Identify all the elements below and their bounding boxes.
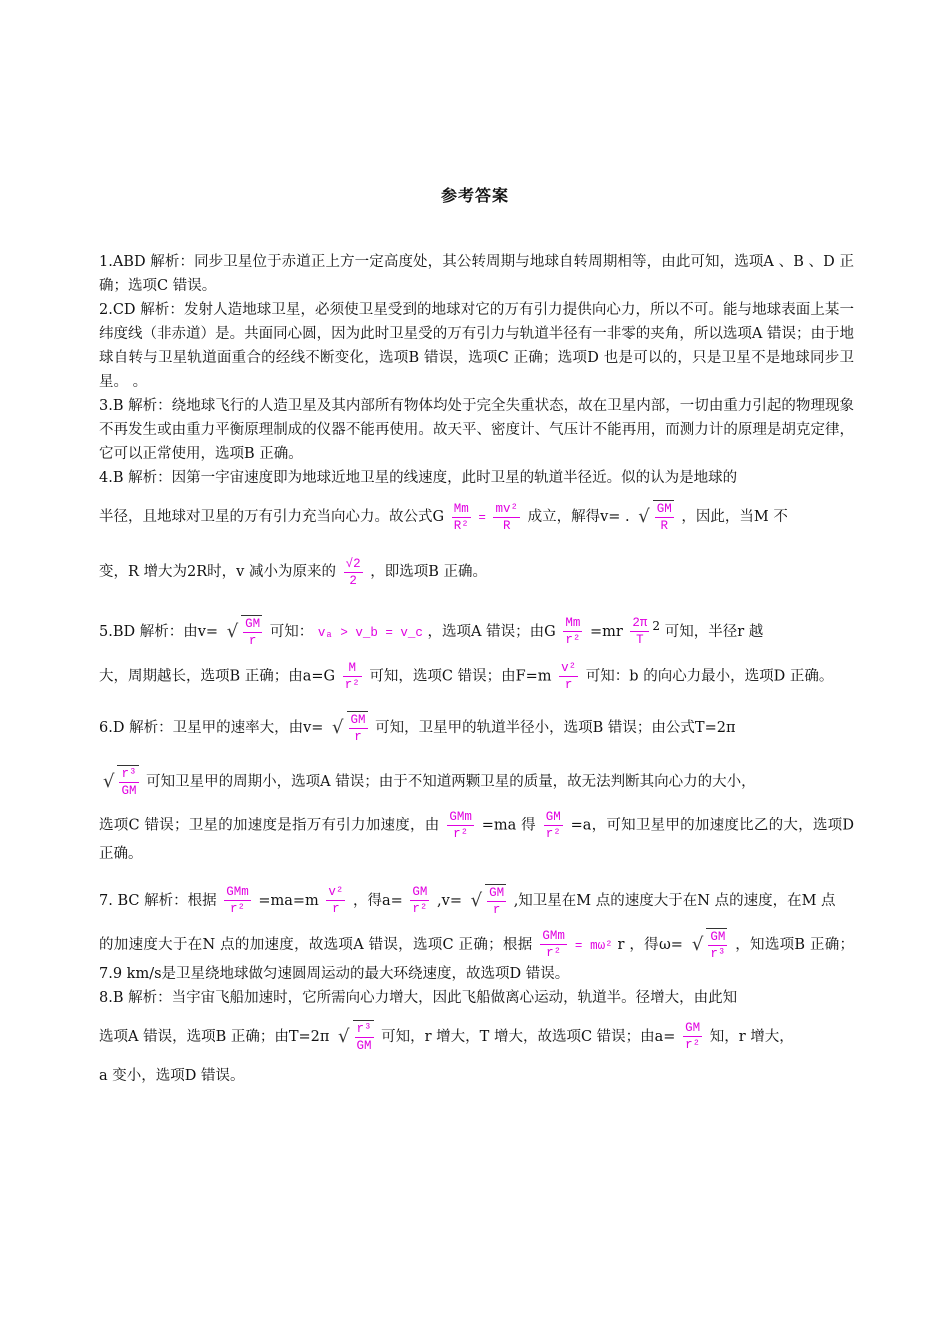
answer-5-line1: 5.BD 解析：由v= √ $\frac{GM}{r}$ 可知： vₐ > v_b = v_c ，选项A 错误；由G $\frac{Mm}{\text{r²}}$ =mr $\frac{2\pi}{T}$ $^2$ 可知，半径r 越 [99,599,854,660]
sqrt-gm-over-r: √ $\frac{GM}{r}$ [226,616,261,648]
formula-mm-over-r2: $\frac{Mm}{\text{R²}}$ [453,501,469,533]
answer-2: 2.CD 解析：发射人造地球卫星，必须使卫星受到的地球对它的万有引力提供向心力，所以不可。能与地球表面上某一纬度线（非赤道）是。共面同心圆，因为此时卫星受的万有引力与轨道半径有一非零的夹角，所以选项A 错误；由于地球自转与卫星轨道面重合的经线不断变化，选项B 错误，选项C 正确；选项D 也是可以的，只是卫星不是地球同步卫星。 。 [99,302,854,390]
formula-v2-over-r: $\frac{\text{v²}}{r}$ [561,660,577,692]
answer-4-line2: 半径，且地球对卫星的万有引力充当向心力。故公式G $\frac{Mm}{\text{R²}}$ = $\frac{\text{mv²}}{R}$ 成立，解得v= . √ $\frac{GM}{R}$ ，因此，当M 不 [99,490,854,545]
answer-6-line2: √ $\frac{\text{r³}}{GM}$ 可知卫星甲的周期小，选项A 错误；由于不知道两颗卫星的质量，故无法判断其向心力的大小， [99,755,854,809]
formula-gmm-over-r2: $\frac{\text{GMm}}{\text{r²}}$ [542,929,565,961]
answer-7-line2: 的加速度大于在N 点的加速度，故选项A 错误，选项C 正确；根据 $\frac{\text{GMm}}{\text{r²}}$ = mω² r ，得ω= √ $\frac{GM}{\text{r³}}$ ，知选项B 正确；7.9 km/s是卫星绕地球做匀速圆周运动的最大环绕速度，故选项D 错误。 [99,929,855,982]
answer-6-line1: 6.D 解析：卫星甲的速率大，由v= √ $\frac{GM}{r}$ 可知，卫星甲的轨道半径小，选项B 错误；由公式T=2π [99,701,854,755]
formula-sqrt2-over-2: $\frac{√2}{2}$ [345,556,361,588]
sqrt-r3-over-gm: √ $\frac{\text{r³}}{GM}$ [338,1021,372,1053]
answers-body [99,250,854,1088]
formula-gm-over-r2: $\frac{GM}{\text{r²}}$ [685,1021,701,1053]
formula-v2-over-r: $\frac{\text{v²}}{r}$ [328,885,344,917]
page-title: 参考答案 [440,186,509,205]
sqrt-gm-over-r: √ $\frac{GM}{R}$ [638,502,672,533]
answer-3: 3.B 解析：绕地球飞行的人造卫星及其内部所有物体均处于完全失重状态，故在卫星内部，一切由重力引起的物理现象不再发生或由重力平衡原理制成的仪器不能再使用。故天平、密度计、气压计不能再用，而测力计的原理是胡克定律，它可以正常使用，选项B 正确。 [99,398,854,462]
sqrt-gm-over-r: √ $\frac{GM}{r}$ [332,712,366,744]
answer-8-line3: a 变小，选项D 错误。 [99,1067,245,1084]
answer-4-line1: 4.B 解析：因第一宇宙速度即为地球近地卫星的线速度，此时卫星的轨道半径近。似的认为是地球的 [99,470,738,486]
answer-5-line2: 大，周期越长，选项B 正确；由a=G $\frac{M}{\text{r²}}$ 可知，选项C 错误；由F=m $\frac{\text{v²}}{r}$ 可知：b 的向心力最小，选项D 正确。 [99,660,834,692]
answer-1: 1.ABD 解析：同步卫星位于赤道正上方一定高度处，其公转周期与地球自转周期相等，由此可知，选项A 、B 、D 正确；选项C 错误。 [99,254,854,294]
sqrt-gm-over-r3: √ $\frac{GM}{\text{r³}}$ [691,929,726,961]
formula-mv2-over-r: $\frac{\text{mv²}}{R}$ [495,501,518,533]
answer-6-line3: 选项C 错误；卫星的加速度是指万有引力加速度，由 $\frac{\text{GMm}}{\text{r²}}$ =ma 得 $\frac{GM}{\text{r²}}$ =a，可知卫星甲的加速度比乙的大，选项D 正确。 [99,809,854,862]
formula-m-over-r2: $\frac{M}{\text{r²}}$ [344,660,360,692]
answer-8-line1: 8.B 解析：当宇宙飞船加速时，它所需向心力增大，因此飞船做离心运动，轨道半。径增大，由此知 [99,989,738,1006]
answer-8-line2: 选项A 错误，选项B 正确；由T=2π √ $\frac{\text{r³}}{GM}$ 可知，r 增大，T 增大，故选项C 错误；由a= $\frac{GM}{\text{r²}}$ 知，r 增大， [99,1010,854,1064]
formula-2pi-over-t: $\frac{2\pi}{T}$ [632,616,648,648]
answer-4-line3: 变，R 增大为2R时，v 减小为原来的 $\frac{√2}{2}$ ，即选项B 正确。 [99,556,487,588]
formula-gm-over-r2: $\frac{GM}{\text{r²}}$ [412,885,428,917]
formula-mm-over-r2: $\frac{Mm}{\text{r²}}$ [565,616,581,648]
formula-gmm-over-r2: $\frac{\text{GMm}}{\text{r²}}$ [449,809,472,841]
answer-7-line1: 7. BC 解析：根据 $\frac{\text{GMm}}{\text{r²}}$ =ma=m $\frac{\text{v²}}{r}$ ，得a= $\frac{GM}{\text{r²}}$ ,v= √ $\frac{GM}{r}$ ,知卫星在M 点的速度大于在N 点的速度，在M 点 [99,874,854,928]
formula-gm-over-r2: $\frac{GM}{\text{r²}}$ [545,809,561,841]
formula-gmm-over-r2: $\frac{\text{GMm}}{\text{r²}}$ [226,885,249,917]
sqrt-gm-over-r: √ $\frac{GM}{r}$ [470,885,505,917]
sqrt-r3-over-gm: √ $\frac{\text{r³}}{GM}$ [103,766,137,798]
velocity-relation: vₐ > v_b = v_c [317,625,423,640]
